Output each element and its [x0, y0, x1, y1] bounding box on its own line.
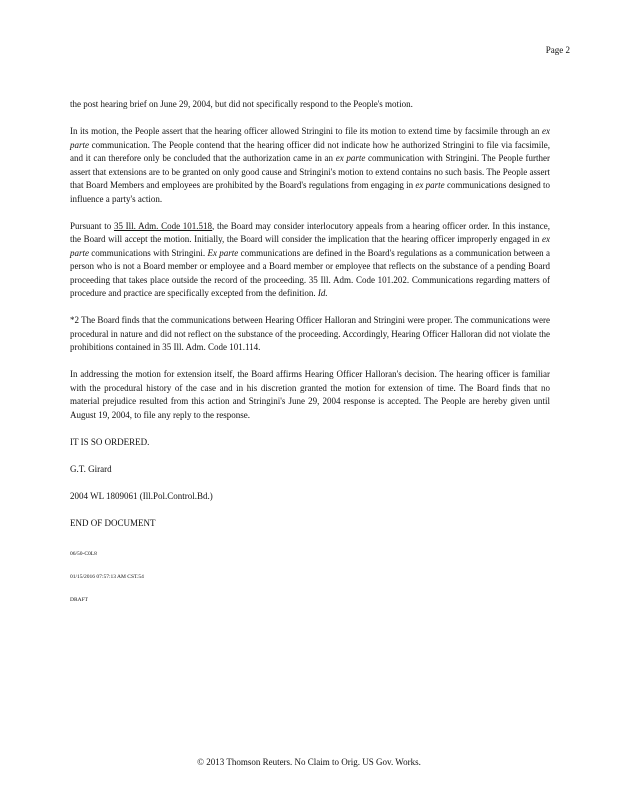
westlaw-citation: 2004 WL 1809061 (Ill.Pol.Control.Bd.) — [70, 490, 213, 501]
text-run: communications are defined in the Board's regulations as a communication between a person who is not a Board member or employee and a Board member or employee that reflects on the substance of a pending Board proceeding that takes place outside the record of the proceeding. 35 Ill. Adm. Code 101.202. Communications regarding matters of procedure and practice are specifically excepted from the definition. — [70, 247, 550, 298]
document-body — [70, 98, 550, 605]
paragraph-peoples-motion — [70, 125, 550, 206]
italic-term: Ex parte — [207, 247, 239, 258]
text-run: communications designed to influence a party's action. — [70, 180, 550, 204]
text-run: In its motion, the People assert that the hearing officer allowed Stringini to file its motion to extend time by facsimile through an — [70, 126, 542, 136]
italic-term: ex parte — [70, 126, 550, 150]
small-print-line: DRAFT — [70, 597, 89, 603]
small-print-block — [70, 550, 550, 605]
italic-term: ex parte — [415, 180, 445, 190]
paragraph-post-hearing: the post hearing brief on June 29, 2004, but did not specifically respond to the People's motion. — [70, 99, 413, 109]
text-run: Pursuant to — [70, 220, 114, 231]
small-print-line: 01/15/2016 07:57:13 AM CST.54 — [70, 574, 144, 580]
italic-id: Id. — [317, 288, 328, 298]
paragraph-board-review — [70, 220, 550, 301]
copyright-footer: © 2013 Thomson Reuters. No Claim to Orig. US Gov. Works. — [197, 757, 421, 767]
paragraph-board-finding: *2 The Board finds that the communications between Hearing Officer Halloran and Stringini were proper. The communications were procedural in nature and did not reflect on the substance of the proceeding. Accordingly, Hearing Officer Halloran did not violate the prohibitions contained in 35 Ill. Adm. Code 101.114. — [70, 315, 550, 352]
text-run: communication. The People contend that the hearing officer did not indicate how he authorized Stringini to file via facsimile, and it can therefore only be concluded that the authorization came in an — [70, 139, 550, 163]
text-run: communications with Stringini. — [89, 247, 208, 258]
text-run: communication with Stringini. The People further assert that extensions are to be granted on only good cause and Stringini's motion to extend contains no such basis. The People assert that Board Members and employees are prohibited by the Board's regulations from engaging in — [70, 153, 550, 190]
end-of-document: END OF DOCUMENT — [70, 517, 156, 528]
small-print-line: 06/50-C0L8 — [70, 551, 97, 557]
italic-term: ex parte — [70, 234, 550, 258]
statute-citation-link[interactable]: 35 Ill. Adm. Code 101.518 — [113, 220, 213, 231]
page-number: Page 2 — [545, 45, 570, 55]
signer-name: G.T. Girard — [70, 463, 112, 474]
italic-term: ex parte — [335, 153, 366, 163]
so-ordered: IT IS SO ORDERED. — [70, 436, 150, 447]
paragraph-extension-decision: In addressing the motion for extension itself, the Board affirms Hearing Officer Halloran's decision. The hearing officer is familiar with the procedural history of the case and in his discretion granted the motion for extension of time. The Board finds that no material prejudice resulted from this action and Stringini's June 29, 2004 response is accepted. The People are hereby given until August 19, 2004, to file any reply to the response. — [70, 369, 550, 420]
text-run: , the Board may consider interlocutory appeals from a hearing officer order. In this instance, the Board will accept the motion. Initially, the Board will consider the implication that the hearing officer improperly engaged in — [70, 220, 550, 244]
